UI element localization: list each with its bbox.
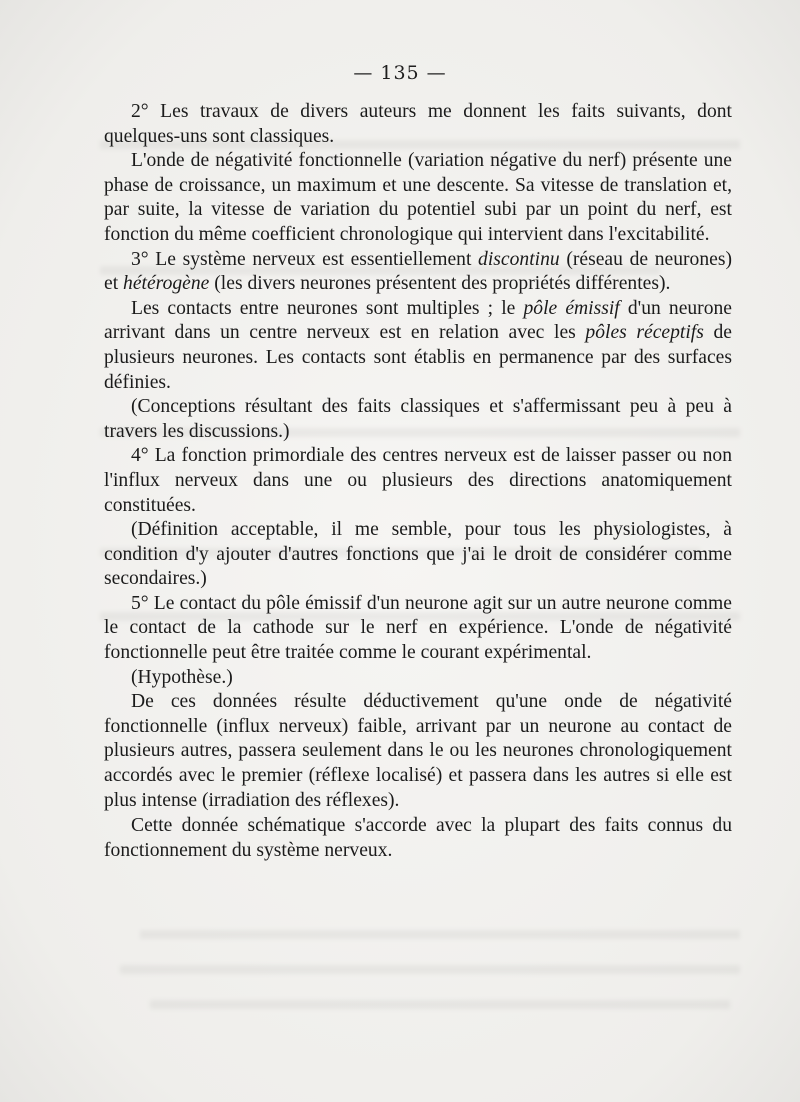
italic-term: hétérogène [123, 273, 210, 295]
paragraph: (Hypothèse.) [131, 666, 233, 688]
page-number: — 135 — [353, 62, 447, 84]
paragraph: 4° La fonction primordiale des centres nerveux est de laisser passer ou non l'influx nerveux dans une ou plusieurs des directions anatomiquement constituées. [104, 445, 732, 516]
paragraph: De ces données résulte déductivement qu'une onde de négativité fonctionnelle (influx nerveux) faible, arrivant par un neurone au contact de plusieurs autres, passera seulement dans le ou les neurones chronologiquement accordés avec le premier (réflexe localisé) et passera dans les autres si elle est plus intense (irradiation des réflexes). [104, 691, 732, 811]
body-text [104, 100, 732, 863]
text-run: (réseau de neurones) et [104, 248, 732, 295]
italic-term: pôle émissif [523, 297, 620, 319]
paragraph [104, 297, 732, 395]
paragraph: L'onde de négativité fonctionnelle (variation négative du nerf) présente une phase de croissance, un maximum et une descente. Sa vitesse de translation et, par suite, la vitesse de variation du potentiel subi par un point du nerf, est fonction du même coefficient chronologique qui intervient dans l'excitabilité. [104, 150, 732, 245]
italic-term: discontinu [478, 248, 560, 270]
text-run: (les divers neurones présentent des propriétés différentes). [209, 273, 671, 295]
paragraph: 5° Le contact du pôle émissif d'un neurone agit sur un autre neurone comme le contact de la cathode sur le nerf en expérience. L'onde de négativité fonctionnelle peut être traitée comme le courant expérimental. [104, 592, 732, 664]
paragraph: (Définition acceptable, il me semble, pour tous les physiologistes, à condition d'y ajouter d'autres fonctions que j'ai le droit de considérer comme secondaires.) [104, 519, 732, 590]
text-run: d'un neurone arrivant dans un centre nerveux est en relation avec les [104, 297, 733, 344]
paragraph: Cette donnée schématique s'accorde avec la plupart des faits connus du fonctionnement du système nerveux. [104, 815, 732, 861]
show-through-line [140, 930, 740, 939]
text-run: Les contacts entre neurones sont multiples ; le [131, 297, 524, 319]
italic-term: pôles réceptifs [585, 322, 704, 344]
show-through-line [150, 1000, 730, 1009]
paragraph: 2° Les travaux de divers auteurs me donnent les faits suivants, dont quelques-uns sont classiques. [104, 101, 732, 147]
show-through-line [120, 965, 740, 974]
paragraph: (Conceptions résultant des faits classiques et s'affermissant peu à peu à travers les discussions.) [104, 396, 732, 442]
text-run: 3° Le système nerveux est essentiellement [131, 248, 479, 270]
text-run: de plusieurs neurones. Les contacts sont établis en permanence par des surfaces définies. [104, 322, 732, 393]
paragraph [104, 248, 732, 297]
